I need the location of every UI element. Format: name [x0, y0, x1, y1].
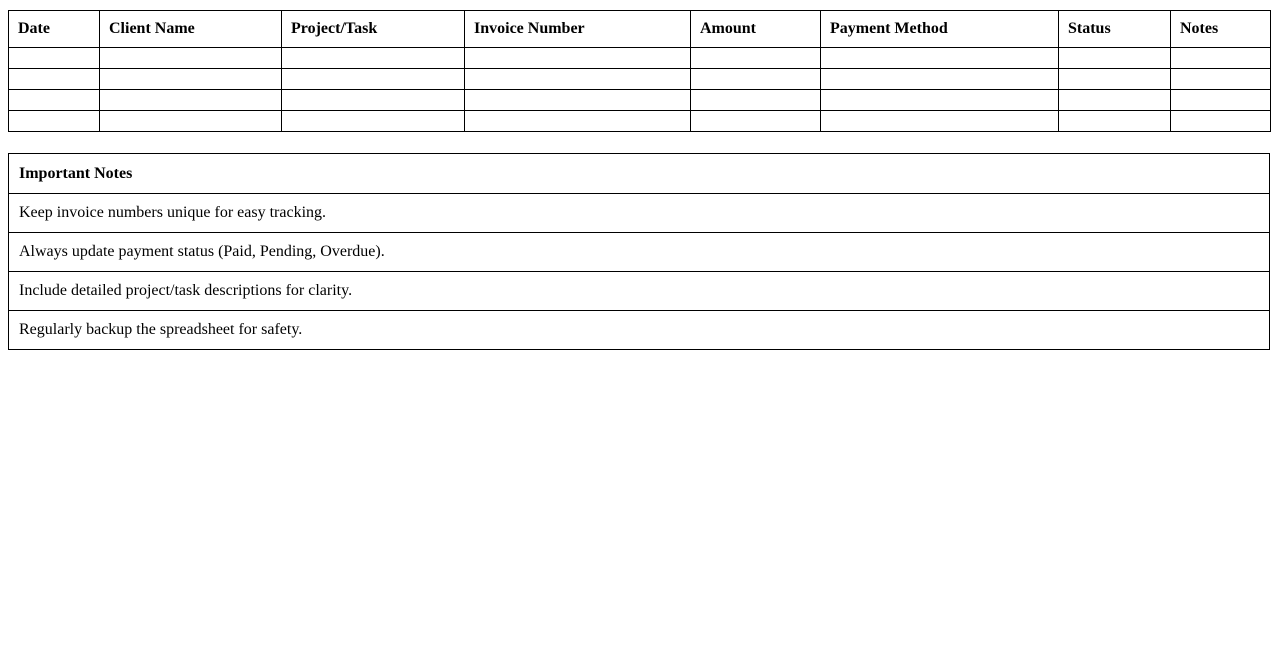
empty-cell — [465, 90, 691, 111]
invoice-empty-row — [9, 48, 1271, 69]
note-row — [9, 311, 1270, 350]
empty-cell — [691, 111, 821, 132]
empty-cell — [821, 48, 1059, 69]
empty-cell — [100, 90, 282, 111]
invoice-log-table — [8, 10, 1271, 132]
column-header-client-name: Client Name — [100, 11, 282, 48]
invoice-empty-row — [9, 69, 1271, 90]
column-header-payment-method: Payment Method — [821, 11, 1059, 48]
important-notes-table — [8, 153, 1270, 350]
invoice-empty-row — [9, 90, 1271, 111]
empty-cell — [1171, 48, 1271, 69]
column-header-date: Date — [9, 11, 100, 48]
invoice-empty-row — [9, 111, 1271, 132]
note-text: Regularly backup the spreadsheet for safety. — [9, 311, 1270, 350]
note-text: Keep invoice numbers unique for easy tracking. — [9, 194, 1270, 233]
empty-cell — [282, 111, 465, 132]
empty-cell — [465, 111, 691, 132]
empty-cell — [1171, 69, 1271, 90]
empty-cell — [691, 90, 821, 111]
empty-cell — [1171, 111, 1271, 132]
empty-cell — [9, 48, 100, 69]
note-row — [9, 272, 1270, 311]
note-text: Always update payment status (Paid, Pending, Overdue). — [9, 233, 1270, 272]
empty-cell — [100, 111, 282, 132]
empty-cell — [282, 90, 465, 111]
column-header-notes: Notes — [1171, 11, 1271, 48]
notes-header-row — [9, 154, 1270, 194]
empty-cell — [691, 48, 821, 69]
empty-cell — [282, 48, 465, 69]
empty-cell — [465, 48, 691, 69]
empty-cell — [100, 48, 282, 69]
empty-cell — [1059, 111, 1171, 132]
empty-cell — [465, 69, 691, 90]
notes-table-title: Important Notes — [9, 154, 1270, 194]
empty-cell — [821, 69, 1059, 90]
empty-cell — [821, 111, 1059, 132]
empty-cell — [282, 69, 465, 90]
note-row — [9, 194, 1270, 233]
column-header-invoice-number: Invoice Number — [465, 11, 691, 48]
empty-cell — [821, 90, 1059, 111]
column-header-amount: Amount — [691, 11, 821, 48]
empty-cell — [100, 69, 282, 90]
note-row — [9, 233, 1270, 272]
empty-cell — [9, 69, 100, 90]
column-header-status: Status — [1059, 11, 1171, 48]
empty-cell — [9, 111, 100, 132]
empty-cell — [1059, 48, 1171, 69]
empty-cell — [9, 90, 100, 111]
empty-cell — [1171, 90, 1271, 111]
empty-cell — [1059, 90, 1171, 111]
note-text: Include detailed project/task descriptions for clarity. — [9, 272, 1270, 311]
column-header-project-task: Project/Task — [282, 11, 465, 48]
invoice-header-row — [9, 11, 1271, 48]
empty-cell — [1059, 69, 1171, 90]
empty-cell — [691, 69, 821, 90]
